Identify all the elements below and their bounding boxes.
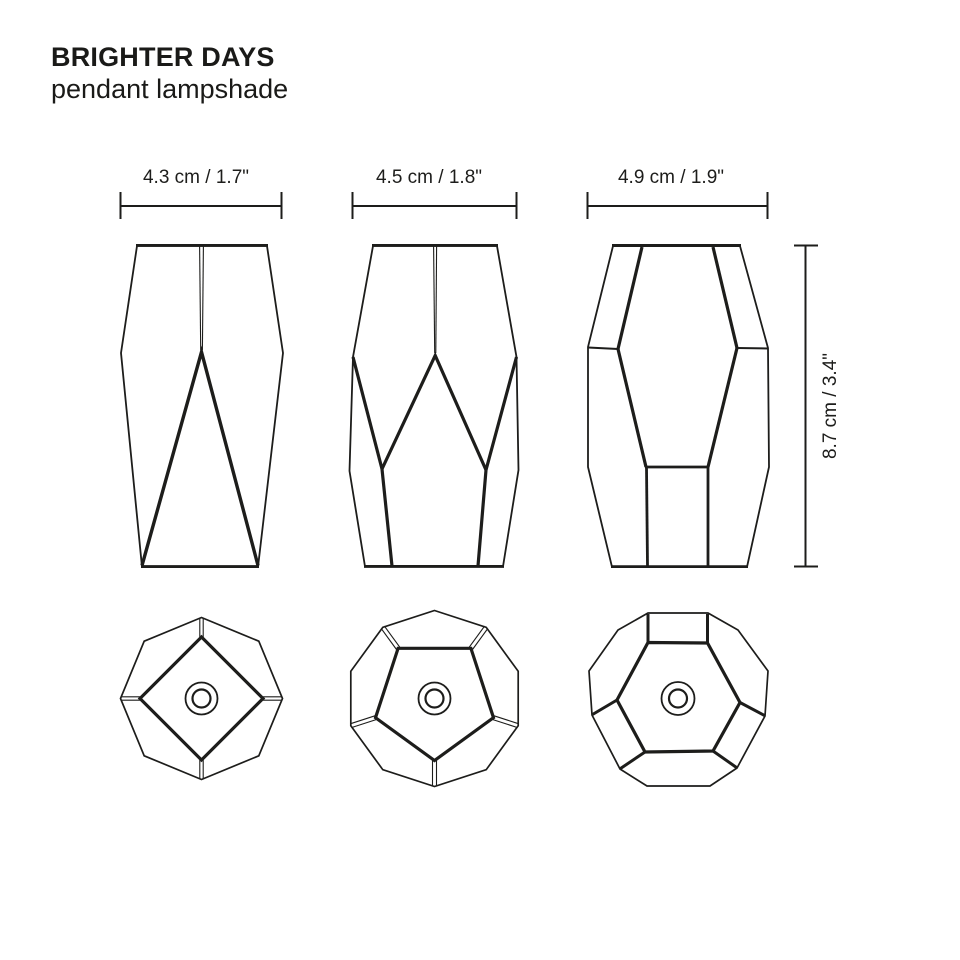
large-hexagon-facet: [617, 643, 740, 753]
small-center-seam: [200, 246, 204, 350]
small-octagon-outline: [121, 618, 283, 780]
width-dimension-line-small: [120, 192, 282, 219]
bottom-view-large-lampshade: [589, 613, 768, 786]
side-view-small-lampshade: [121, 245, 283, 567]
large-seam-connectors: [593, 614, 765, 769]
lamp-fitting-icon: [419, 683, 451, 715]
bottom-view-medium-lampshade: [350, 611, 519, 787]
medium-center-seam: [434, 246, 437, 353]
width-dimension-line-medium: [352, 192, 517, 219]
page-subtitle: pendant lampshade: [51, 74, 289, 104]
medium-pentagon-facet: [376, 648, 494, 760]
large-outline: [588, 246, 769, 567]
lamp-fitting-icon: [662, 682, 695, 715]
width-dimension-label-medium: 4.5 cm / 1.8": [375, 167, 483, 188]
large-facet-lines-heavy: [618, 247, 737, 467]
height-dimension-line: [794, 245, 818, 567]
small-diamond-facet: [140, 637, 263, 760]
small-seam-connectors: [122, 619, 282, 779]
small-outline: [121, 246, 283, 567]
small-facet-v: [142, 352, 258, 566]
width-dimension-line-large: [587, 192, 768, 219]
page-title: BRIGHTER DAYS: [51, 42, 275, 72]
width-dimension-label-large: 4.9 cm / 1.9": [617, 167, 725, 188]
lamp-fitting-icon: [186, 683, 218, 715]
large-lower-panel: [645, 467, 709, 566]
height-dimension-label: 8.7 cm / 3.4": [820, 352, 841, 460]
medium-facet-lines: [353, 356, 517, 567]
width-dimension-label-small: 4.3 cm / 1.7": [142, 167, 250, 188]
bottom-view-small-lampshade: [121, 618, 283, 780]
large-facet-lines-medium: [588, 348, 768, 350]
side-view-large-lampshade: [588, 246, 769, 568]
side-view-medium-lampshade: [350, 245, 519, 566]
